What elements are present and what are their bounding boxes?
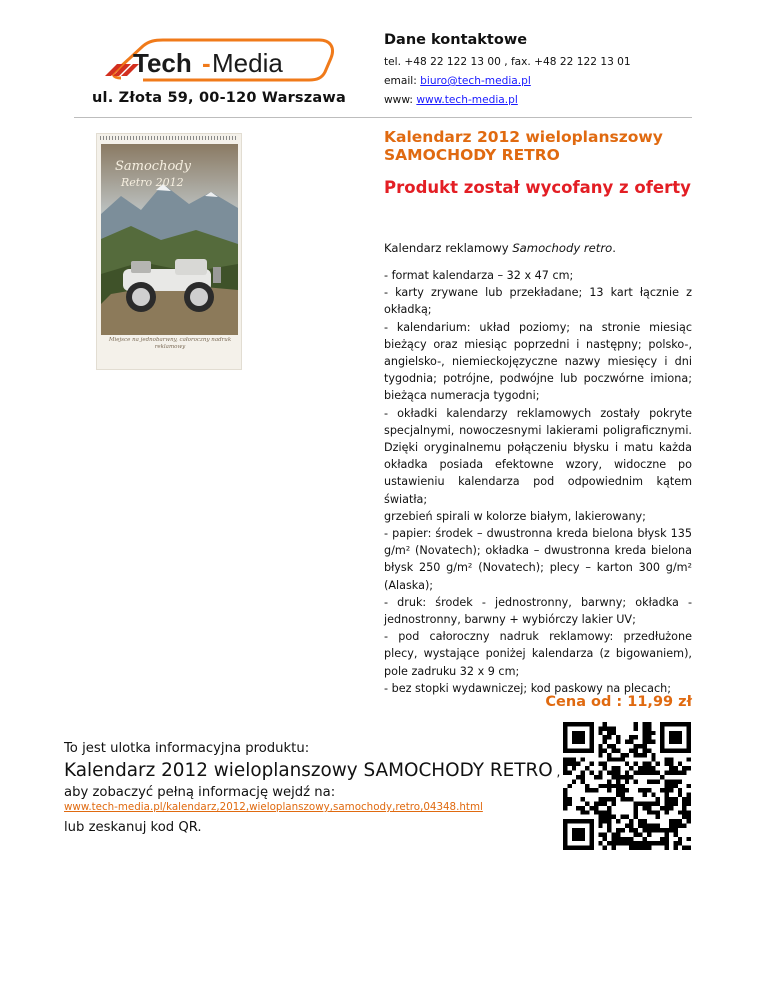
feature-item: grzebień spirali w kolorze białym, lakierowany;: [384, 509, 646, 523]
contact-phone-fax: tel. +48 22 122 13 00 , fax. +48 22 122 13 01: [384, 56, 631, 68]
footer-product-name-suffix: ,: [552, 765, 561, 779]
product-withdrawn-notice: Produkt został wycofany z oferty: [384, 178, 691, 197]
footer-intro: To jest ulotka informacyjna produktu:: [64, 741, 310, 756]
footer-instruction: aby zobaczyć pełną informację wejdź na:: [64, 785, 336, 800]
product-features: [384, 267, 692, 697]
contact-email: [384, 75, 531, 87]
www-link[interactable]: www.tech-media.pl: [416, 94, 518, 106]
feature-item: - karty zrywane lub przekładane; 13 kart łącznie z okładką;: [384, 286, 692, 317]
footer-url: [64, 801, 483, 813]
intro-suffix: .: [612, 241, 616, 255]
tech-media-logo: [103, 38, 335, 82]
qr-code-icon: [563, 722, 691, 850]
company-address: ul. Złota 59, 00-120 Warszawa: [92, 90, 346, 106]
feature-item: - papier: środek – dwustronna kreda bielona błysk 135 g/m² (Novatech); okładka – dwustronna kreda bielona błysk 250 g/m² (Novatech); plecy – karton 300 g/m² (Alaska);: [384, 527, 692, 592]
feature-item: - format kalendarza – 32 x 47 cm;: [384, 269, 574, 282]
cover-title-2: Retro 2012: [121, 176, 184, 189]
logo-text-media: Media: [212, 48, 283, 78]
intro-product-name: Samochody retro: [512, 241, 613, 255]
intro-prefix: Kalendarz reklamowy: [384, 241, 513, 255]
email-link[interactable]: biuro@tech-media.pl: [420, 75, 531, 87]
cover-title-1: Samochody: [115, 159, 191, 174]
email-label: email:: [384, 75, 421, 87]
footer-product-name-text: Kalendarz 2012 wieloplanszowy SAMOCHODY RETRO: [64, 760, 553, 781]
feature-item: - bez stopki wydawniczej; kod paskowy na plecach;: [384, 681, 671, 695]
calendar-spiral: [100, 136, 238, 140]
product-url-link[interactable]: www.tech-media.pl/kalendarz,2012,wieloplanszowy,samochody,retro,04348.html: [64, 801, 483, 813]
logo-text-tech: Tech: [133, 48, 192, 78]
product-title: Kalendarz 2012 wieloplanszowy SAMOCHODY RETRO: [384, 128, 663, 164]
logo-text-dash: -: [202, 48, 211, 78]
footer-scan-qr: lub zeskanuj kod QR.: [64, 820, 202, 835]
feature-item: - pod całoroczny nadruk reklamowy: przedłużone plecy, wystające poniżej kalendarza (z bigowaniem), pole zadruku 32 x 9 cm;: [384, 630, 692, 678]
feature-item: - kalendarium: układ poziomy; na stronie miesiąc bieżący oraz miesiąc poprzedni i następny; polsko-, angielsko-, niemieckojęzyczne nazwy miesięcy i dni tygodnia; potrójne, podwójne lub poczwórne imiona; bieżąca numeracja tygodni;: [384, 320, 692, 403]
contact-title: Dane kontaktowe: [384, 32, 528, 48]
calendar-product-image: [96, 133, 242, 370]
feature-item: - okładki kalendarzy reklamowych zostały pokryte specjalnymi, nowoczesnymi lakierami poligraficznymi. Dzięki oryginalnemu połączeniu błysku i matu każda okładka posiada efektowne wzory, widoczne po ustawieniu kalendarza pod odpowiednim kątem światła;: [384, 406, 692, 506]
calendar-cover-photo: [101, 144, 238, 335]
footer-product-name: [64, 760, 560, 781]
product-intro: [384, 241, 616, 255]
contact-www: [384, 94, 518, 106]
header-divider: [74, 117, 692, 118]
calendar-imprint-caption: Miejsce na jednobarwny, całoroczny nadruk reklamowy: [108, 337, 232, 350]
www-label: www:: [384, 94, 417, 106]
feature-item: - druk: środek - jednostronny, barwny; okładka - jednostronny, barwny + wybiórczy lakier UV;: [384, 595, 692, 627]
product-price: Cena od : 11,99 zł: [545, 694, 692, 710]
